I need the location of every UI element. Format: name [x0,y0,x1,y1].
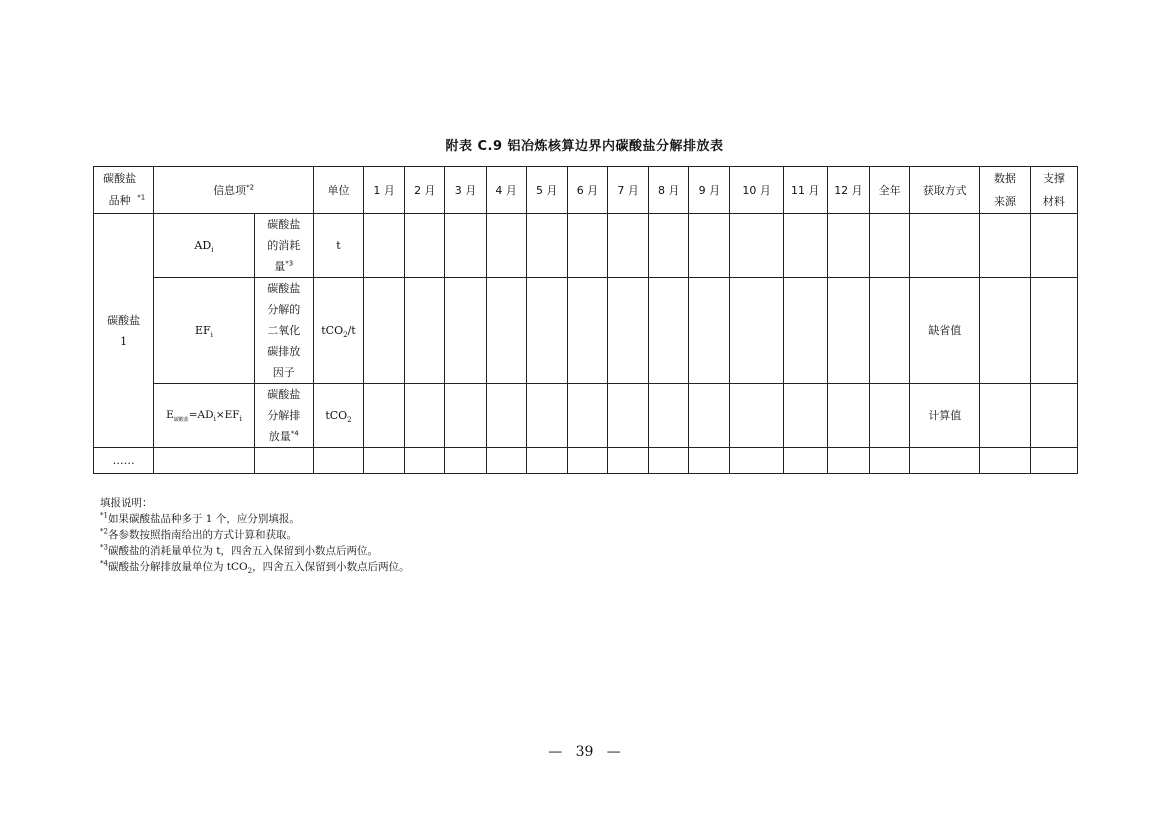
cell[interactable] [783,384,827,448]
row-symbol-e: $E_{碳酸盐}=AD_i\times EF_i$ [154,384,254,448]
cell[interactable] [254,448,313,474]
row-unit-ad: t [313,214,363,278]
cell[interactable] [980,448,1030,474]
cell[interactable] [313,448,363,474]
header-month-7: 7 月 [608,167,649,214]
cell[interactable] [1030,384,1077,448]
cell[interactable] [526,214,567,278]
row-desc-e: 碳酸盐 分解排 放量$^{*4}$ [254,384,313,448]
header-month-6: 6 月 [567,167,607,214]
header-month-4: 4 月 [486,167,526,214]
cell[interactable] [870,214,910,278]
cell[interactable] [910,448,980,474]
cell[interactable] [689,278,730,384]
header-month-5: 5 月 [526,167,567,214]
row-desc-ef: 碳酸盐 分解的 二氧化 碳排放 因子 [254,278,313,384]
cell[interactable] [526,384,567,448]
cell[interactable] [870,448,910,474]
header-month-12: 12 月 [827,167,869,214]
cell[interactable] [980,214,1030,278]
cell[interactable] [405,384,445,448]
cell[interactable] [567,448,607,474]
row-symbol-ad: $AD_i$ [154,214,254,278]
table-row [94,214,1078,278]
cell[interactable] [486,278,526,384]
cell[interactable] [730,214,783,278]
cell[interactable] [154,448,254,474]
cell[interactable] [445,448,486,474]
cell[interactable] [783,448,827,474]
cell[interactable] [730,448,783,474]
cell[interactable] [1030,278,1077,384]
cell[interactable] [827,384,869,448]
header-support: 支撑 材料 [1030,167,1077,214]
header-data-source: 数据 来源 [980,167,1030,214]
cell[interactable] [608,448,649,474]
header-month-3: 3 月 [445,167,486,214]
cell[interactable] [689,384,730,448]
page-number: — 39 — [548,744,621,760]
row-acquisition-ad [910,214,980,278]
cell[interactable] [649,448,689,474]
cell[interactable] [567,214,607,278]
cell[interactable] [827,448,869,474]
row-acquisition-e: 计算值 [910,384,980,448]
cell[interactable] [1030,448,1077,474]
note-item: $^{*3}$碳酸盐的消耗量单位为 t，四舍五入保留到小数点后两位。 [100,543,379,557]
header-month-9: 9 月 [689,167,730,214]
header-month-2: 2 月 [405,167,445,214]
cell[interactable] [567,384,607,448]
header-acquisition: 获取方式 [910,167,980,214]
header-month-8: 8 月 [649,167,689,214]
cell[interactable] [649,214,689,278]
cell[interactable] [405,214,445,278]
cell[interactable] [689,214,730,278]
cell[interactable] [526,278,567,384]
header-row [94,167,1078,214]
cell[interactable] [364,214,405,278]
cell[interactable] [486,214,526,278]
header-month-10: 10 月 [730,167,783,214]
ellipsis-cell: …… [94,448,154,474]
filling-notes [100,495,410,575]
header-info-item: 信息项$^{*2}$ [154,167,314,214]
carbonate-group-label: 碳酸盐 1 [94,214,154,448]
cell[interactable] [649,384,689,448]
row-unit-ef: tCO$_2$/t [313,278,363,384]
cell[interactable] [608,214,649,278]
cell[interactable] [445,214,486,278]
cell[interactable] [980,384,1030,448]
cell[interactable] [783,278,827,384]
row-symbol-ef: $EF_i$ [154,278,254,384]
row-desc-ad: 碳酸盐 的消耗 量$^{*3}$ [254,214,313,278]
table-row [94,384,1078,448]
cell[interactable] [526,448,567,474]
cell[interactable] [827,278,869,384]
cell[interactable] [783,214,827,278]
cell[interactable] [405,448,445,474]
table-title: 附表 C.9 铝冶炼核算边界内碳酸盐分解排放表 [445,139,724,154]
note-item: $^{*2}$各参数按照指南给出的方式计算和获取。 [100,527,297,541]
cell[interactable] [486,384,526,448]
cell[interactable] [364,448,405,474]
row-unit-e: tCO$_2$ [313,384,363,448]
cell[interactable] [649,278,689,384]
cell[interactable] [1030,214,1077,278]
cell[interactable] [730,278,783,384]
cell[interactable] [870,384,910,448]
cell[interactable] [730,384,783,448]
cell[interactable] [608,384,649,448]
cell[interactable] [405,278,445,384]
header-full-year: 全年 [870,167,910,214]
cell[interactable] [445,384,486,448]
cell[interactable] [567,278,607,384]
header-month-1: 1 月 [364,167,405,214]
cell[interactable] [827,214,869,278]
row-acquisition-ef: 缺省值 [910,278,980,384]
cell[interactable] [445,278,486,384]
notes-heading: 填报说明： [100,497,153,509]
table-row-ellipsis [94,448,1078,474]
note-item: $^{*1}$如果碳酸盐品种多于 1 个，应分别填报。 [100,511,300,525]
cell[interactable] [608,278,649,384]
table-row [94,278,1078,384]
note-item: $^{*4}$碳酸盐分解排放量单位为 tCO$_2$，四舍五入保留到小数点后两位。 [100,559,410,576]
cell[interactable] [364,384,405,448]
cell[interactable] [689,448,730,474]
header-month-11: 11 月 [783,167,827,214]
carbonate-emission-table [93,166,1078,474]
header-carbonate-type: 碳酸盐品种 $^{*1}$ [94,167,154,214]
cell[interactable] [980,278,1030,384]
cell[interactable] [364,278,405,384]
header-unit: 单位 [313,167,363,214]
cell[interactable] [486,448,526,474]
cell[interactable] [870,278,910,384]
